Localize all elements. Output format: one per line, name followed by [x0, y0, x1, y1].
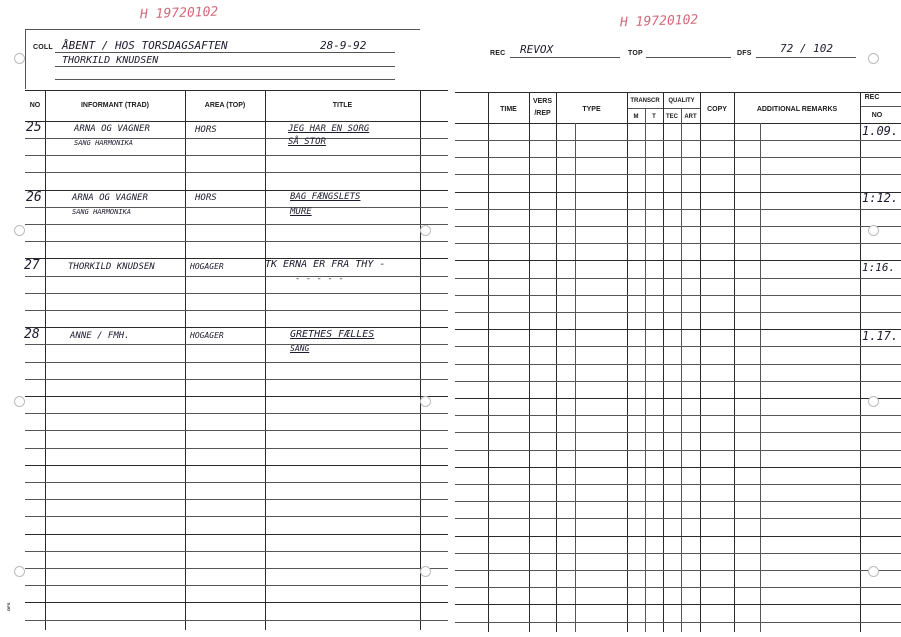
entry-informant: ANNE / FMH. [70, 331, 130, 341]
ruled-line [455, 192, 901, 193]
dfs-label: DFS [737, 50, 752, 57]
ruled-line [455, 312, 901, 313]
entry-area: HOGAGER [190, 331, 224, 340]
ruled-line [455, 604, 901, 605]
binder-hole [14, 566, 25, 577]
ruled-line [25, 362, 448, 363]
archive-stamp-left: H 19720102 [139, 4, 219, 23]
ruled-line [25, 190, 448, 191]
col-header-rec: REC [864, 94, 880, 101]
col-header-area: AREA (TOP) [204, 102, 246, 109]
ruled-line [455, 260, 901, 261]
ruled-line [25, 448, 448, 449]
ruled-line [25, 602, 448, 603]
col-header-rec-no: NO [871, 112, 883, 119]
col-header-art: ART [684, 114, 697, 120]
ruled-line [455, 278, 901, 279]
ruled-line [25, 620, 448, 621]
binder-hole [14, 396, 25, 407]
ruled-line [455, 570, 901, 571]
entry-title: JEG HAR EN SORG [288, 124, 370, 134]
ruled-line [455, 484, 901, 485]
ruled-line [455, 398, 901, 399]
rec-label: REC [490, 50, 506, 57]
col-header-time: TIME [500, 106, 517, 113]
ruled-line [25, 413, 448, 414]
binder-hole [420, 396, 431, 407]
ruled-line [455, 467, 901, 468]
rec-no-2: 1:12. [862, 191, 899, 205]
entry-area: HORS [195, 125, 217, 135]
ruled-line [455, 381, 901, 382]
ruled-line [25, 276, 448, 277]
binder-hole [868, 566, 879, 577]
ruled-line [25, 499, 448, 500]
entry-informant: ARNA OG VAGNER [74, 124, 150, 134]
binder-hole [868, 225, 879, 236]
ruled-line [455, 329, 901, 330]
ruled-line [455, 415, 901, 416]
ruled-line [455, 553, 901, 554]
col-header-informant: INFORMANT (TRAD) [80, 102, 150, 109]
ruled-line [455, 587, 901, 588]
col-header-title: TITLE [332, 102, 353, 109]
col-header-tec: TEC [666, 114, 678, 120]
entry-title-2: SÅ STOR [288, 137, 326, 147]
ruled-line [455, 622, 901, 623]
rec-value: REVOX [520, 43, 554, 56]
margin-code: DFS [5, 602, 11, 611]
ruled-line [25, 396, 448, 397]
ruled-line [25, 172, 448, 173]
ruled-line [25, 465, 448, 466]
rec-no-3: 1:16. [862, 261, 896, 274]
ruled-line [455, 432, 901, 433]
collector-name: THORKILD KNUDSEN [62, 55, 159, 66]
ruled-line [455, 501, 901, 502]
ruled-line [25, 224, 448, 225]
ruled-line [455, 209, 901, 210]
ruled-line [455, 226, 901, 227]
ruled-line [455, 346, 901, 347]
entry-area: HOGAGER [190, 262, 224, 271]
binder-hole [14, 53, 25, 64]
entry-title: GRETHES FÆLLES [290, 329, 375, 340]
ruled-line [25, 310, 448, 311]
entry-informant-2: SANG HARMONIKA [72, 208, 132, 216]
entry-informant-2: SANG HARMONIKA [74, 139, 134, 147]
entry-no: 27 [24, 258, 40, 273]
ruled-line [455, 536, 901, 537]
entry-title-2: MURE [290, 207, 312, 217]
col-header-quality: QUALITY [668, 98, 695, 104]
rec-no-1: 1.09. [862, 124, 899, 138]
ruled-line [25, 482, 448, 483]
ruled-line [455, 140, 901, 141]
binder-hole [420, 225, 431, 236]
ruled-line [25, 568, 448, 569]
ruled-line [455, 243, 901, 244]
entry-informant: THORKILD KNUDSEN [68, 262, 155, 272]
entry-title: TK ERNA ER FRA THY - [265, 259, 386, 270]
entry-title: BAG FÆNGSLETS [290, 192, 361, 202]
top-label: TOP [628, 50, 643, 57]
dfs-value: 72 / 102 [780, 42, 833, 55]
rec-no-4: 1.17. [862, 329, 899, 343]
coll-label: COLL [33, 44, 53, 51]
ruled-line [25, 551, 448, 552]
ruled-line [455, 174, 901, 175]
entry-no: 25 [26, 120, 42, 135]
entry-title-2: SANG [290, 344, 310, 353]
entry-area: HORS [195, 193, 217, 203]
col-header-no: NO [29, 102, 41, 109]
ruled-line [25, 327, 448, 328]
col-header-rep: /REP [534, 110, 551, 117]
ruled-line [25, 155, 448, 156]
col-header-m: M [633, 114, 639, 120]
ruled-line [25, 516, 448, 517]
entry-no: 26 [26, 190, 42, 205]
coll-date: 28-9-92 [320, 39, 367, 52]
binder-hole [868, 396, 879, 407]
binder-hole [14, 225, 25, 236]
ruled-line [455, 518, 901, 519]
col-header-type: TYPE [582, 106, 601, 113]
ruled-line [455, 364, 901, 365]
ruled-line [25, 293, 448, 294]
ruled-line [25, 241, 448, 242]
ruled-line [25, 585, 448, 586]
col-header-copy: COPY [707, 106, 727, 113]
binder-hole [868, 53, 879, 64]
ruled-line [455, 157, 901, 158]
entry-title-2: - - - - - [295, 274, 344, 284]
ruled-line [25, 344, 448, 345]
ruled-line [455, 295, 901, 296]
col-header-t: T [652, 114, 656, 120]
coll-value: ÅBENT / HOS TORSDAGSAFTEN [62, 39, 228, 52]
entry-no: 28 [24, 327, 40, 342]
col-header-transcr: TRANSCR [630, 98, 660, 104]
binder-hole [420, 566, 431, 577]
entry-informant: ARNA OG VAGNER [72, 193, 148, 203]
col-header-vers: VERS [532, 98, 553, 105]
ruled-line [25, 534, 448, 535]
archive-stamp-right: H 19720102 [619, 12, 699, 31]
ruled-line [25, 379, 448, 380]
col-header-remarks: ADDITIONAL REMARKS [756, 106, 838, 113]
ruled-line [25, 430, 448, 431]
ruled-line [455, 450, 901, 451]
